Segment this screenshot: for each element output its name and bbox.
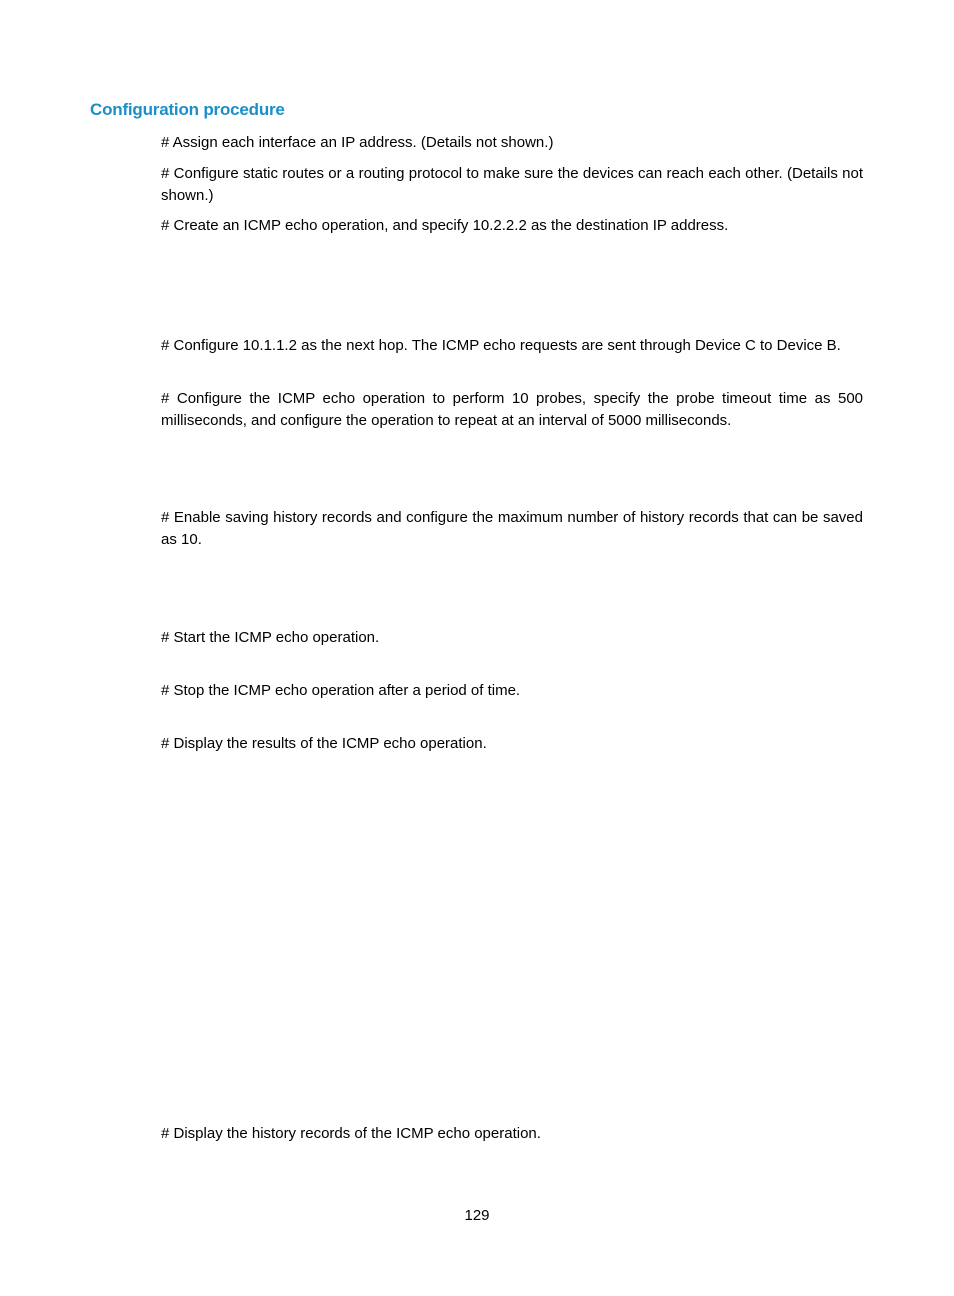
paragraph-next-hop: # Configure 10.1.1.2 as the next hop. The ICMP echo requests are sent through Device C to Device B. [161,337,841,354]
page-number: 129 [464,1207,490,1224]
paragraph-probe-config: # Configure the ICMP echo operation to perform 10 probes, specify the probe timeout time as 500 milliseconds, and configure the operation to repeat at an interval of 5000 milliseconds. [161,390,863,429]
paragraph-start-operation: # Start the ICMP echo operation. [161,629,380,646]
paragraph-display-history: # Display the history records of the ICMP echo operation. [161,1125,541,1142]
paragraph-assign-ip: # Assign each interface an IP address. (Details not shown.) [161,134,554,151]
paragraph-static-routes: # Configure static routes or a routing protocol to make sure the devices can reach each other. (Details not shown.) [161,165,863,204]
paragraph-display-results: # Display the results of the ICMP echo operation. [161,735,487,752]
paragraph-stop-operation: # Stop the ICMP echo operation after a period of time. [161,682,521,699]
paragraph-history-records: # Enable saving history records and configure the maximum number of history records that can be saved as 10. [161,509,863,548]
section-heading: Configuration procedure [90,100,285,119]
paragraph-create-icmp-echo: # Create an ICMP echo operation, and specify 10.2.2.2 as the destination IP address. [161,217,729,234]
